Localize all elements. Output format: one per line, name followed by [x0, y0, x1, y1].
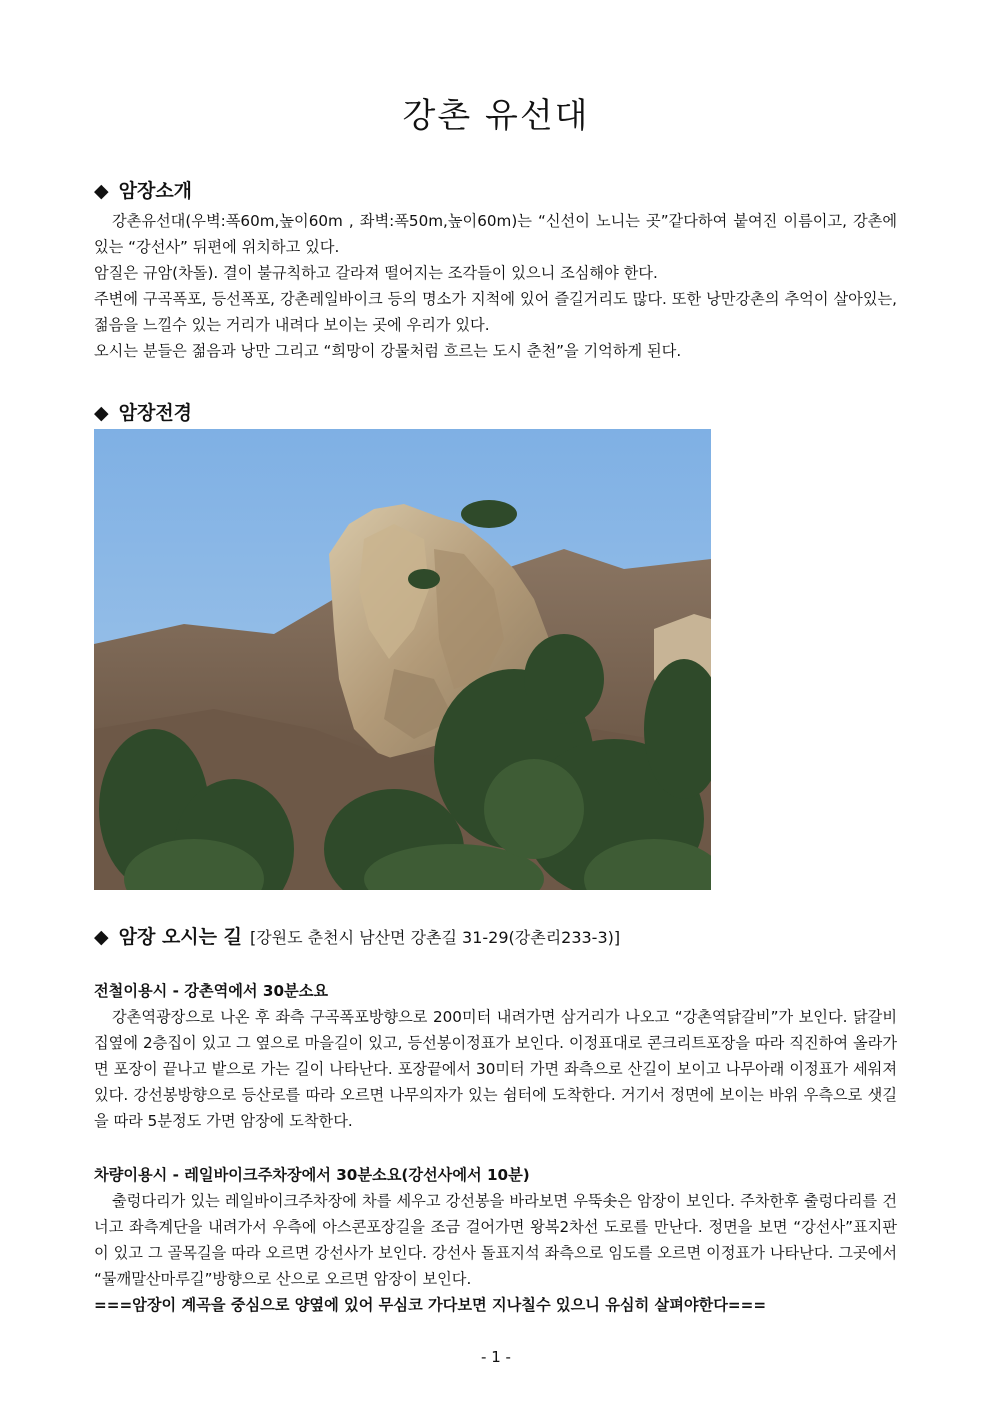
- diamond-bullet-icon: ◆: [94, 402, 109, 424]
- directions-heading: [94, 922, 620, 949]
- intro-line: 오시는 분들은 젊음과 낭만 그리고 “희망이 강물처럼 흐르는 도시 춘천”을 기억하게 된다.: [94, 342, 682, 360]
- intro-body: [94, 208, 897, 364]
- rail-body: [94, 1004, 897, 1134]
- warning-text: ===암장이 계곡을 중심으로 양옆에 있어 무심코 가다보면 지나칠수 있으니 유심히 살펴야한다===: [94, 1296, 767, 1314]
- page-title: 강촌 유선대: [402, 96, 590, 136]
- intro-line: 강촌유선대(우벽:폭60m,높이60m , 좌벽:폭50m,높이60m)는 “신선이 노니는 곳”같다하여 붙여진 이름이고, 강촌에 있는 “강선사” 뒤편에 위치하고 있다.: [94, 212, 897, 256]
- intro-line: 주변에 구곡폭포, 등선폭포, 강촌레일바이크 등의 명소가 지척에 있어 즐길거리도 많다. 또한 낭만강촌의 추억이 살아있는, 젊음을 느낄수 있는 거리가 내려다 보이는 곳에 우리가 있다.: [94, 290, 897, 334]
- diamond-bullet-icon: ◆: [94, 180, 109, 202]
- diamond-bullet-icon: ◆: [94, 926, 109, 948]
- car-heading: 차량이용시 - 레일바이크주차장에서 30분소요(강선사에서 10분): [94, 1166, 530, 1184]
- crag-address: [강원도 춘천시 남산면 강촌길 31-29(강촌리233-3)]: [249, 928, 621, 947]
- intro-heading: [94, 176, 192, 203]
- view-heading-text: 암장전경: [118, 402, 193, 424]
- directions-heading-text: 암장 오시는 길: [118, 926, 242, 948]
- view-heading: [94, 398, 192, 425]
- intro-line: 암질은 규암(차돌). 결이 불규칙하고 갈라져 떨어지는 조각들이 있으니 조심해야 한다.: [94, 264, 658, 282]
- intro-heading-text: 암장소개: [118, 180, 193, 202]
- rail-heading: 전철이용시 - 강촌역에서 30분소요: [94, 982, 329, 1000]
- rail-text: 강촌역광장으로 나온 후 좌측 구곡폭포방향으로 200미터 내려가면 삼거리가 나오고 “강촌역닭갈비”가 보인다. 닭갈비집옆에 2층집이 있고 그 옆으로 마을길이 있고, 등선봉이정표가 보인다. 이정표대로 콘크리트포장을 따라 직진하여 올라가면 포장이 끝나고 밭으로 가는 길이 나타난다. 포장끝에서 30미터 가면 좌측으로 산길이 보이고 나무아래 이정표가 세워져 있다. 강선봉방향으로 등산로를 따라 오르면 나무의자가 있는 쉼터에 도착한다. 거기서 정면에 보이는 바위 우측으로 샛길을 따라 5분정도 가면 암장에 도착한다.: [94, 1008, 897, 1130]
- crag-photo: [94, 429, 711, 890]
- page-number: - 1 -: [481, 1348, 511, 1366]
- car-body: [94, 1188, 897, 1318]
- crag-photo-illustration: [94, 429, 711, 890]
- car-text: 출렁다리가 있는 레일바이크주차장에 차를 세우고 강선봉을 바라보면 우뚝솟은 암장이 보인다. 주차한후 출렁다리를 건너고 좌측계단을 내려가서 우측에 아스콘포장길을 조금 걸어가면 왕복2차선 도로를 만난다. 정면을 보면 “강선사”표지판이 있고 그 골목길을 따라 오르면 강선사가 보인다. 강선사 돌표지석 좌측으로 임도를 오르면 이정표가 나타난다. 그곳에서 “물깨말산마루길”방향으로 산으로 오르면 암장이 보인다.: [94, 1192, 897, 1288]
